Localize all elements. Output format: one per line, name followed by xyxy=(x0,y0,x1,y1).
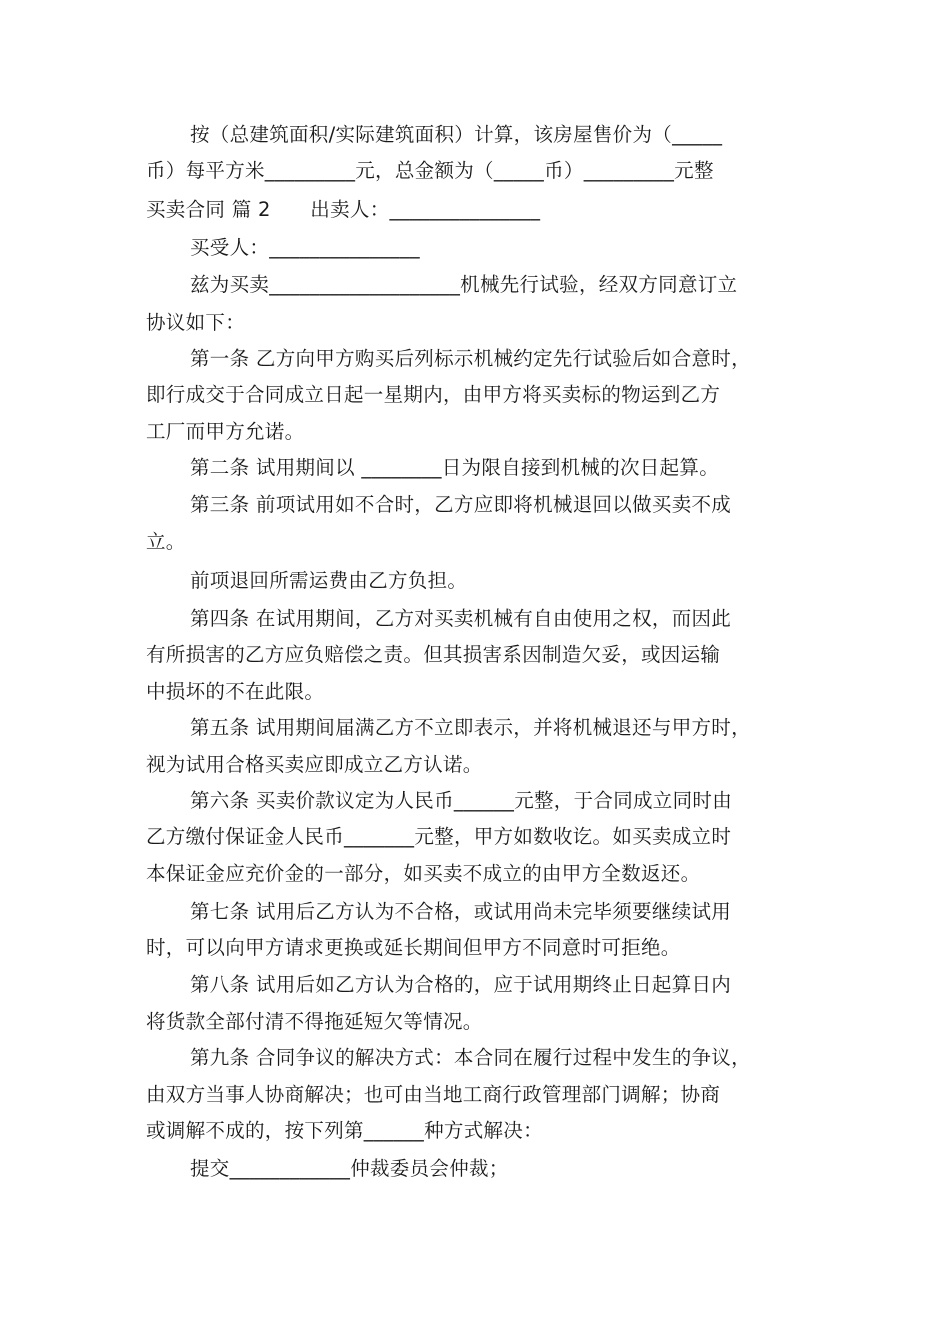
text-line: 第九条 合同争议的解决方式：本合同在履行过程中发生的争议， xyxy=(190,1046,751,1069)
text-line: 视为试用合格买卖应即成立乙方认诺。 xyxy=(146,753,483,776)
text-line: 第四条 在试用期间，乙方对买卖机械有自由使用之权，而因此 xyxy=(190,607,732,630)
text-line: 第六条 买卖价款议定为人民币______元整，于合同成立同时由 xyxy=(190,789,732,812)
text-line: 第八条 试用后如乙方认为合格的，应于试用期终止日起算日内 xyxy=(190,973,732,996)
text-line: 有所损害的乙方应负赔偿之责。但其损害系因制造欠妥，或因运输 xyxy=(146,643,721,666)
text-line: 买受人：_______________ xyxy=(190,236,420,259)
text-line: 兹为买卖___________________机械先行试验，经双方同意订立 xyxy=(190,273,738,296)
text-line: 将货款全部付清不得拖延短欠等情况。 xyxy=(146,1010,483,1033)
text-line: 工厂而甲方允诺。 xyxy=(146,420,305,443)
text-line: 第五条 试用期间届满乙方不立即表示，并将机械退还与甲方时， xyxy=(190,716,751,739)
text-line: 时，可以向甲方请求更换或延长期间但甲方不同意时可拒绝。 xyxy=(146,936,681,959)
text-line: 协议如下： xyxy=(146,311,246,334)
text-line: 即行成交于合同成立日起一星期内，由甲方将买卖标的物运到乙方 xyxy=(146,383,721,406)
text-line: 立。 xyxy=(146,530,186,553)
text-line: 或调解不成的，按下列第______种方式解决： xyxy=(146,1119,543,1142)
text-line: 第七条 试用后乙方认为不合格，或试用尚未完毕须要继续试用 xyxy=(190,900,732,923)
text-line: 币）每平方米_________元，总金额为（_____币）_________元整 xyxy=(146,159,714,182)
text-line: 按（总建筑面积/实际建筑面积）计算，该房屋售价为（_____ xyxy=(190,123,723,146)
text-line: 前项退回所需运费由乙方负担。 xyxy=(190,569,468,592)
text-line: 买卖合同 篇 2 出卖人：_______________ xyxy=(146,198,541,221)
text-line: 第三条 前项试用如不合时，乙方应即将机械退回以做买卖不成 xyxy=(190,493,732,516)
text-line: 由双方当事人协商解决；也可由当地工商行政管理部门调解；协商 xyxy=(146,1083,721,1106)
text-line: 乙方缴付保证金人民币_______元整，甲方如数收讫。如买卖成立时 xyxy=(146,825,732,848)
text-line: 第一条 乙方向甲方购买后列标示机械约定先行试验后如合意时， xyxy=(190,347,751,370)
text-line: 中损坏的不在此限。 xyxy=(146,680,325,703)
text-line: 第二条 试用期间以 ________日为限自接到机械的次日起算。 xyxy=(190,456,719,479)
text-line: 本保证金应充价金的一部分，如买卖不成立的由甲方全数返还。 xyxy=(146,862,701,885)
text-line: 提交____________仲裁委员会仲裁； xyxy=(190,1157,509,1180)
